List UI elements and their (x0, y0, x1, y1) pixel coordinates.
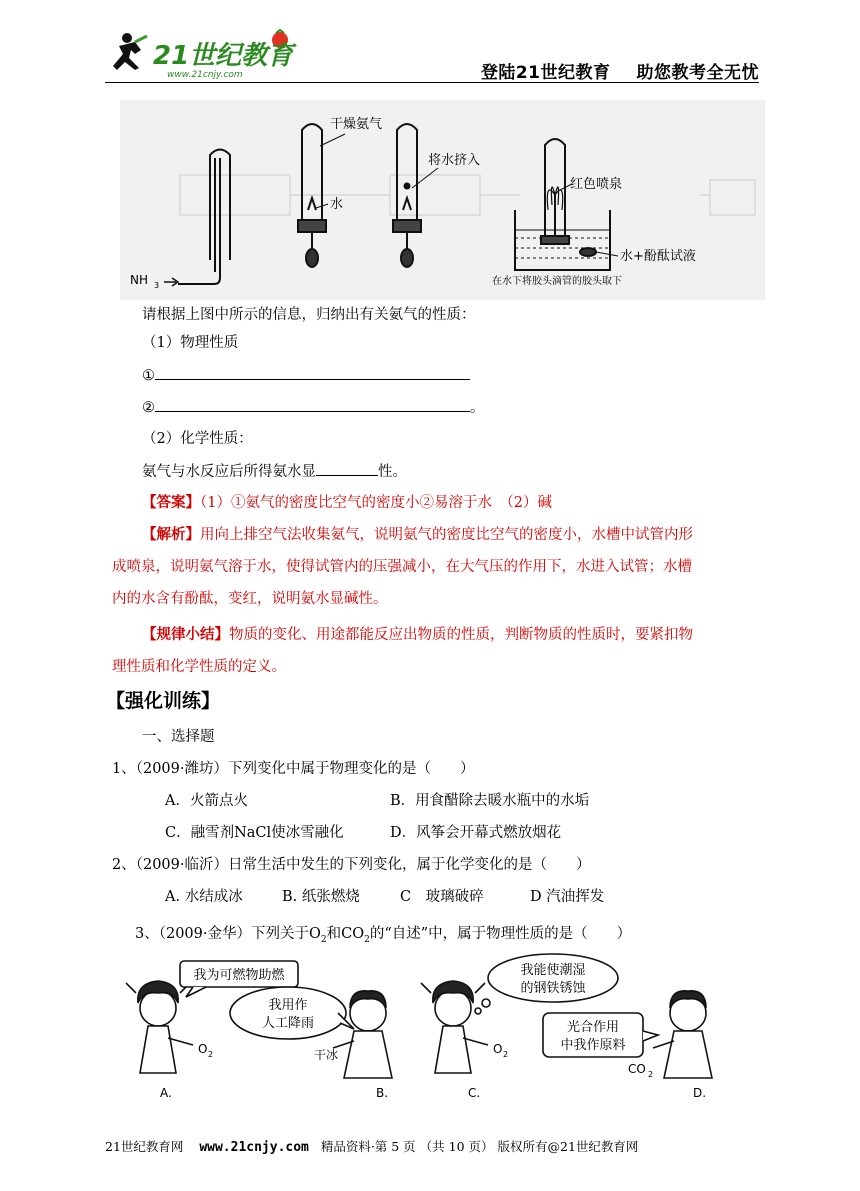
footer-site: 21世纪教育网 (105, 1139, 184, 1154)
slogan-right: 助您教考全无忧 (636, 63, 759, 83)
tag-o2-c: O (493, 1042, 503, 1056)
section-title: 【强化训练】 (106, 690, 221, 712)
q2-option-d: D 汽油挥发 (530, 889, 605, 905)
dry-ammonia-label: 干燥氨气 (330, 117, 383, 132)
ammonia-experiment-figure (120, 100, 765, 300)
summary-line-1: 【规律小结】物质的变化、用途都能反应出物质的性质，判断物质的性质时，要紧扣物 (142, 626, 693, 643)
footer-text: 精品资料·第 5 页 （共 10 页） 版权所有@21世纪教育网 (320, 1139, 639, 1154)
svg-text:2: 2 (648, 1070, 654, 1079)
logo-url: www.21cnjy.com (167, 70, 243, 80)
runner-icon (113, 33, 147, 70)
slogan-left: 登陆21世纪教育 (480, 63, 611, 83)
svg-text:2: 2 (503, 1050, 509, 1059)
footer-url[interactable]: www.21cnjy.com (199, 1140, 309, 1155)
tag-dry-ice: 干冰 (314, 1048, 339, 1062)
page-footer (105, 1137, 759, 1155)
q1-option-b: B．用食醋除去暖水瓶中的水垢 (390, 793, 590, 809)
blank-1: ① (142, 365, 470, 386)
q2-option-c: C 玻璃破碎 (400, 889, 484, 905)
answer-blank-3 (316, 461, 378, 476)
q2-option-a: A. 水结成冰 (165, 889, 243, 905)
question-prompt: 请根据上图中所示的信息，归纳出有关氨气的性质： (142, 307, 476, 323)
girl-c-icon (421, 981, 488, 1073)
bubble-a-text: 我为可燃物助燃 (193, 968, 285, 983)
water-label: 水 (330, 197, 344, 212)
q2-stem: 2、（2009·临沂）日常生活中发生的下列变化，属于化学变化的是（ ） (112, 857, 591, 873)
header-rule (105, 82, 759, 83)
q1-option-d: D．风筝会开幕式燃放烟花 (390, 825, 562, 841)
summary-line-2: 理性质和化学性质的定义。 (112, 659, 286, 675)
boy-d-icon (653, 991, 712, 1078)
tag-o2-a: O (198, 1042, 208, 1056)
bubble-d-text-1: 光合作用 (566, 1020, 620, 1035)
analysis-line-2: 成喷泉，说明氨气溶于水，使得试管内的压强减小，在大气压的作用下，水进入试管；水槽 (112, 559, 692, 575)
question-part2-text: 氨气与水反应后所得氨水显 性。 (142, 461, 407, 482)
question-part1: （1）物理性质 (142, 335, 239, 351)
svg-text:2: 2 (208, 1050, 214, 1059)
squeeze-label: 将水挤入 (428, 153, 481, 168)
bubble-b-text-1: 我用作 (268, 998, 308, 1013)
bubble-c-text-2: 的钢铁锈蚀 (520, 981, 586, 996)
bubble-c-text-1: 我能使潮湿 (520, 963, 586, 978)
header-slogan (481, 58, 759, 83)
q3-label-a: A. (160, 1086, 172, 1100)
nh3-label: NH (130, 273, 148, 287)
phenol-label: 水+酚酞试液 (620, 249, 696, 264)
tag-co2: CO (628, 1062, 646, 1076)
blank-2: ② 。 (142, 397, 485, 418)
answer-blank-2 (155, 397, 470, 412)
page-header (105, 28, 759, 84)
q3-label-b: B. (376, 1086, 389, 1100)
bubble-b (230, 987, 346, 1039)
q1-option-c: C．融雪剂NaCl使冰雪融化 (165, 825, 344, 841)
analysis-line-3: 内的水含有酚酞，变红，说明氨水显碱性。 (112, 591, 388, 607)
figure-caption: 在水下将胶头滴管的胶头取下 (492, 276, 622, 287)
logo-text: 21世纪教育 (153, 41, 294, 71)
q1-stem: 1、（2009·潍坊）下列变化中属于物理变化的是（ ） (112, 761, 475, 777)
q1-option-a: A．火箭点火 (165, 793, 248, 809)
section-subtitle: 一、选择题 (142, 729, 215, 745)
q3-cartoon-figure (118, 953, 726, 1103)
bubble-b-text-2: 人工降雨 (261, 1016, 315, 1031)
q3-label-c: C. (468, 1086, 481, 1100)
svg-text:3: 3 (154, 281, 160, 290)
answer-block: 【答案】（1）①氨气的密度比空气的密度小②易溶于水 （2）碱 (142, 494, 552, 511)
bubble-d-text-2: 中我作原料 (560, 1038, 626, 1053)
q2-option-b: B. 纸张燃烧 (282, 889, 360, 905)
answer-blank-1 (155, 365, 470, 380)
analysis-line-1: 【解析】用向上排空气法收集氨气，说明氨气的密度比空气的密度小，水槽中试管内形 (142, 526, 693, 543)
q3-label-d: D. (693, 1086, 707, 1100)
girl-a-icon (126, 981, 193, 1073)
fountain-label: 红色喷泉 (570, 177, 623, 192)
q3-stem: 3、（2009·金华）下列关于$O_2$和$CO_2$的“自述”中，属于物理性质的是（ ） (135, 926, 632, 945)
question-part2: （2）化学性质： (142, 431, 253, 447)
logo (105, 28, 305, 80)
